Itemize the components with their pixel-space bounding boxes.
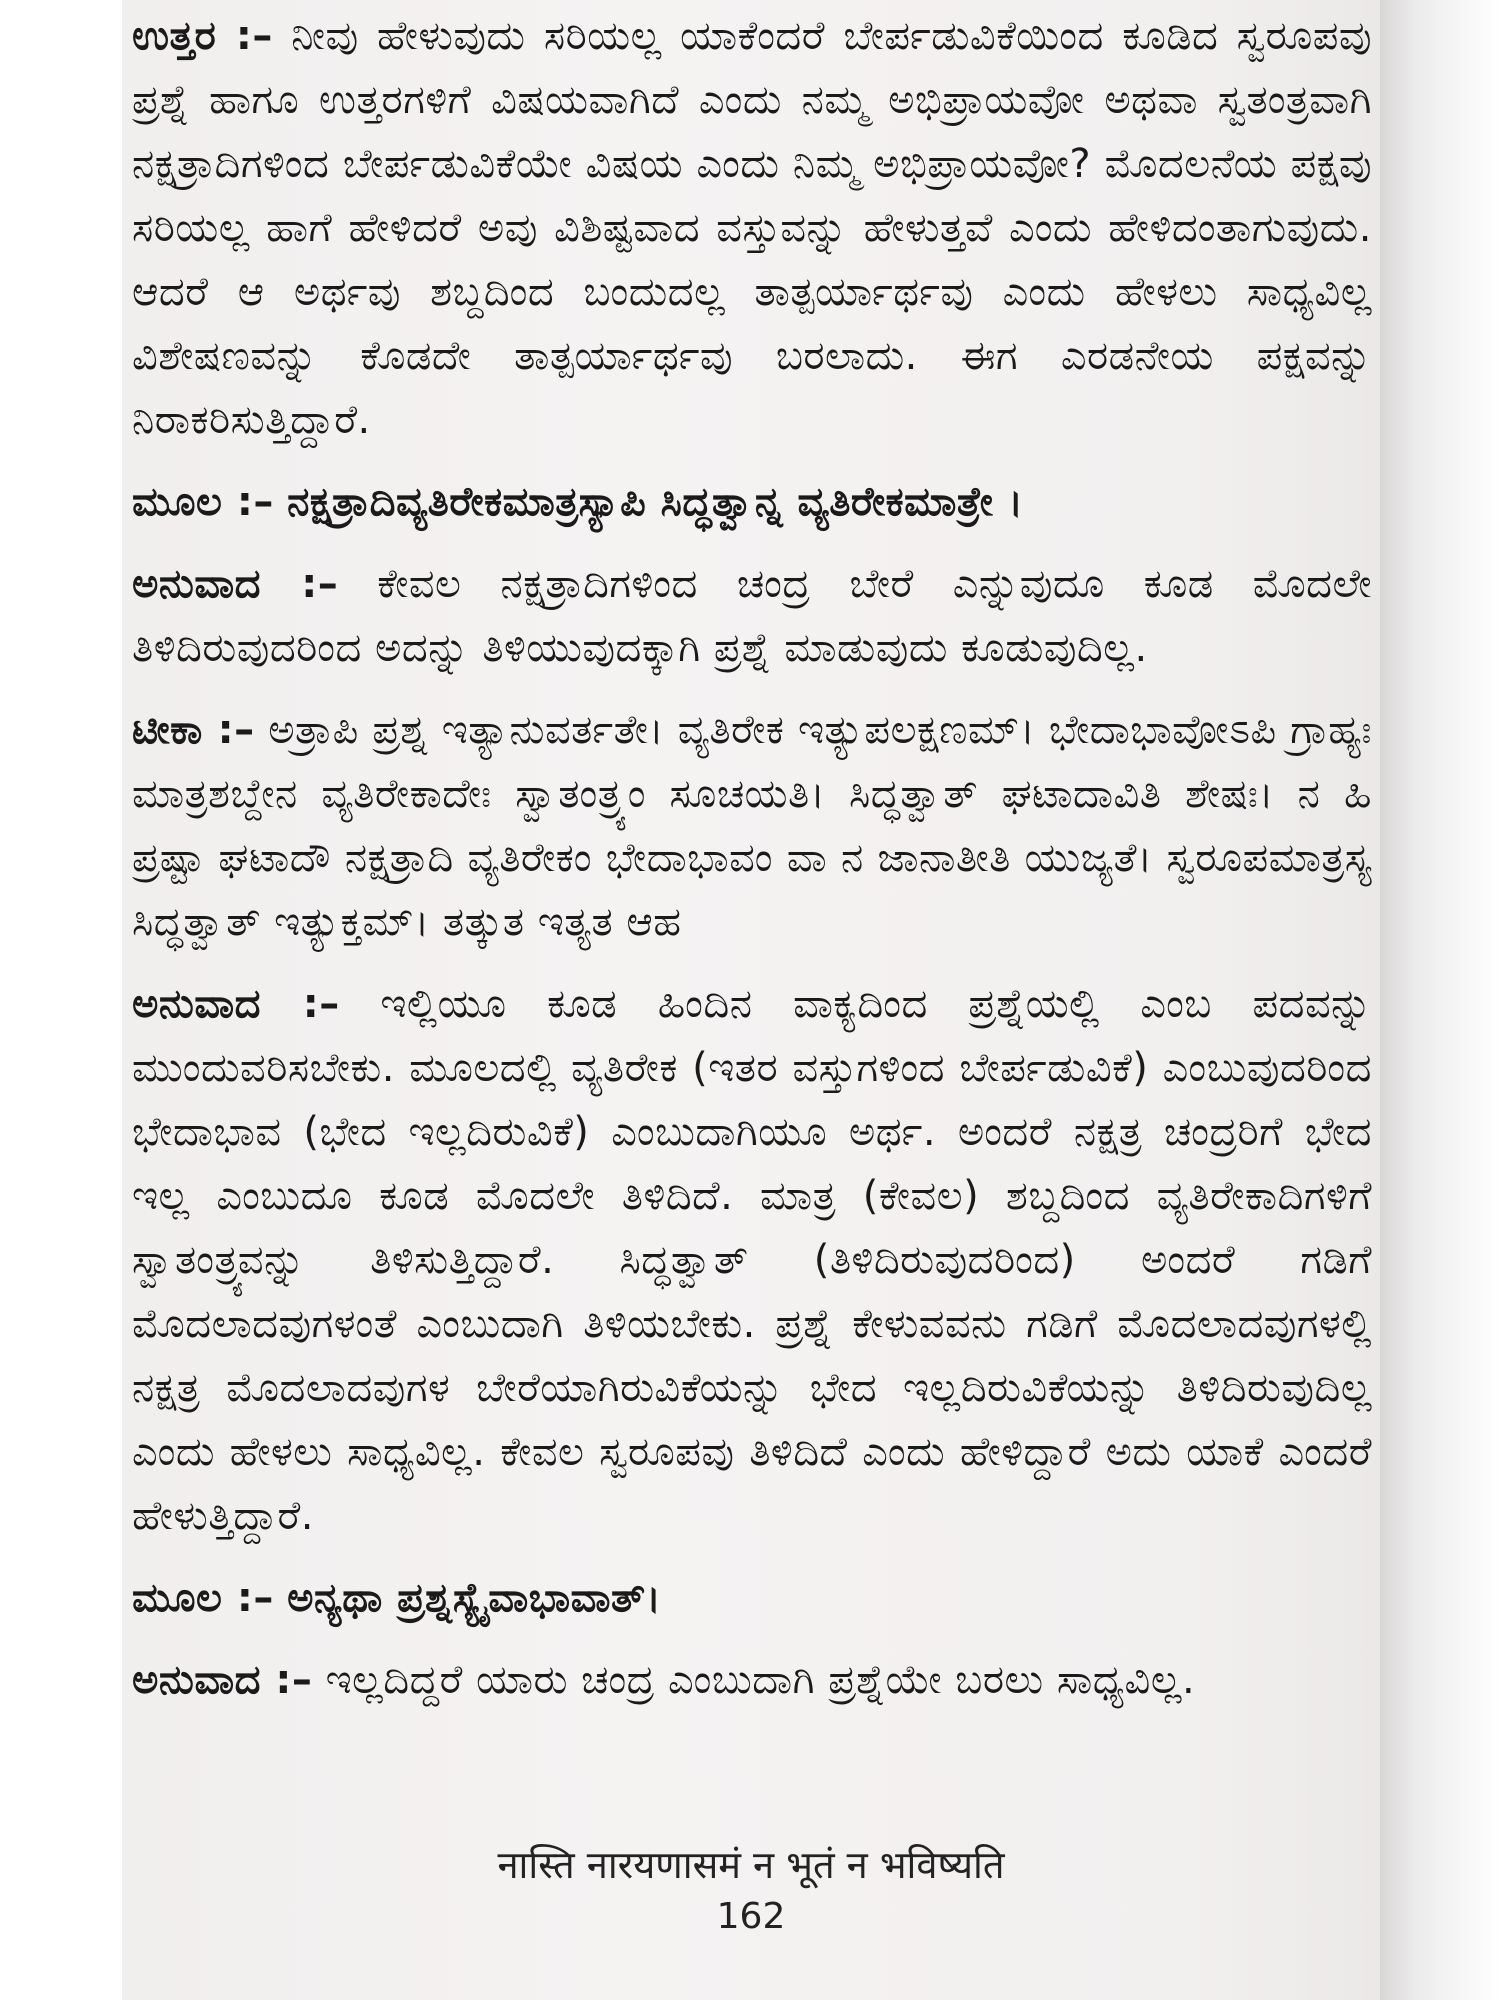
paragraph-text: ಇಲ್ಲಿಯೂ ಕೂಡ ಹಿಂದಿನ ವಾಕ್ಯದಿಂದ ಪ್ರಶ್ನೆಯಲ್ಲಿ ಎಂಬ ಪದವನ್ನು ಮುಂದುವರಿಸಬೇಕು. ಮೂಲದಲ್ಲಿ ವ್ಯತಿರೇಕ (ಇತರ ವಸ್ತುಗಳಿಂದ ಬೇರ್ಪಡುವಿಕೆ) ಎಂಬುವುದರಿಂದ ಭೇದಾಭಾವ (ಭೇದ ಇಲ್ಲದಿರುವಿಕೆ) ಎಂಬುದಾಗಿಯೂ ಅರ್ಥ. ಅಂದರೆ ನಕ್ಷತ್ರ ಚಂದ್ರರಿಗೆ ಭೇದ ಇಲ್ಲ ಎಂಬುದೂ ಕೂಡ ಮೊದಲೇ ತಿಳಿದಿದೆ. ಮಾತ್ರ (ಕೇವಲ) ಶಬ್ದದಿಂದ ವ್ಯತಿರೇಕಾದಿಗಳಿಗೆ ಸ್ವಾತಂತ್ರ್ಯವನ್ನು ತಿಳಿಸುತ್ತಿದ್ದಾರೆ. ಸಿದ್ಧತ್ವಾತ್ (ತಿಳಿದಿರುವುದರಿಂದ) ಅಂದರೆ ಗಡಿಗೆ ಮೊದಲಾದವುಗಳಂತೆ ಎಂಬುದಾಗಿ ತಿಳಿಯಬೇಕು. ಪ್ರಶ್ನೆ ಕೇಳುವವನು ಗಡಿಗೆ ಮೊದಲಾದವುಗಳಲ್ಲಿ ನಕ್ಷತ್ರ ಮೊದಲಾದವುಗಳ ಬೇರೆಯಾಗಿರುವಿಕೆಯನ್ನು ಭೇದ ಇಲ್ಲದಿರುವಿಕೆಯನ್ನು ತಿಳಿದಿರುವುದಿಲ್ಲ ಎಂದು ಹೇಳಲು ಸಾಧ್ಯವಿಲ್ಲ. ಕೇವಲ ಸ್ವರೂಪವು ತಿಳಿದಿದೆ ಎಂದು ಹೇಳಿದ್ದಾರೆ ಅದು ಯಾಕೆ ಎಂದರೆ ಹೇಳುತ್ತಿದ್ದಾರೆ. [132,981,1372,1539]
paragraph-label: ಅನುವಾದ :– [132,981,340,1027]
paragraph-label: ಟೀಕಾ :– [132,707,255,753]
anuvada-paragraph [132,552,1372,680]
paragraph-label: ಉತ್ತರ :– [132,13,273,59]
body-text [132,4,1372,1730]
paragraph-text: ನೀವು ಹೇಳುವುದು ಸರಿಯಲ್ಲ ಯಾಕೆಂದರೆ ಬೇರ್ಪಡುವಿಕೆಯಿಂದ ಕೂಡಿದ ಸ್ವರೂಪವು ಪ್ರಶ್ನೆ ಹಾಗೂ ಉತ್ತರಗಳಿಗೆ ವಿಷಯವಾಗಿದೆ ಎಂದು ನಮ್ಮ ಅಭಿಪ್ರಾಯವೋ ಅಥವಾ ಸ್ವತಂತ್ರವಾಗಿ ನಕ್ಷತ್ರಾದಿಗಳಿಂದ ಬೇರ್ಪಡುವಿಕೆಯೇ ವಿಷಯ ಎಂದು ನಿಮ್ಮ ಅಭಿಪ್ರಾಯವೋ? ಮೊದಲನೆಯ ಪಕ್ಷವು ಸರಿಯಲ್ಲ ಹಾಗೆ ಹೇಳಿದರೆ ಅವು ವಿಶಿಷ್ಟವಾದ ವಸ್ತುವನ್ನು ಹೇಳುತ್ತವೆ ಎಂದು ಹೇಳಿದಂತಾಗುವುದು. ಆದರೆ ಆ ಅರ್ಥವು ಶಬ್ದದಿಂದ ಬಂದುದಲ್ಲ ತಾತ್ಪರ್ಯಾರ್ಥವು ಎಂದು ಹೇಳಲು ಸಾಧ್ಯವಿಲ್ಲ ವಿಶೇಷಣವನ್ನು ಕೊಡದೇ ತಾತ್ಪರ್ಯಾರ್ಥವು ಬರಲಾದು. ಈಗ ಎರಡನೇಯ ಪಕ್ಷವನ್ನು ನಿರಾಕರಿಸುತ್ತಿದ್ದಾರೆ. [132,13,1372,443]
page-gutter [1380,0,1500,2000]
page-number: 162 [716,1896,786,1937]
paragraph-label: ಮೂಲ :– [132,479,274,525]
footer-verse: नास्ति नारयणासमं न भूतं न भविष्यति [497,1843,1005,1887]
paragraph-label: ಅನುವಾದ :– [132,1657,313,1703]
paragraph-text: ಕೇವಲ ನಕ್ಷತ್ರಾದಿಗಳಿಂದ ಚಂದ್ರ ಬೇರೆ ಎನ್ನುವುದೂ ಕೂಡ ಮೊದಲೇ ತಿಳಿದಿರುವುದರಿಂದ ಅದನ್ನು ತಿಳಿಯುವುದಕ್ಕಾಗಿ ಪ್ರಶ್ನೆ ಮಾಡುವುದು ಕೂಡುವುದಿಲ್ಲ. [132,561,1372,671]
paragraph-label: ಅನುವಾದ :– [132,561,339,607]
mula-paragraph [132,1566,1372,1630]
tika-paragraph [132,698,1372,954]
paragraph-text: ನಕ್ಷತ್ರಾದಿವ್ಯತಿರೇಕಮಾತ್ರಸ್ಯಾಪಿ ಸಿದ್ಧತ್ವಾನ್ನ ವ್ಯತಿರೇಕಮಾತ್ರೇ । [287,479,1024,525]
uttara-paragraph [132,4,1372,452]
paragraph-text: ಇಲ್ಲದಿದ್ದರೆ ಯಾರು ಚಂದ್ರ ಎಂಬುದಾಗಿ ಪ್ರಶ್ನೆಯೇ ಬರಲು ಸಾಧ್ಯವಿಲ್ಲ. [325,1657,1196,1703]
paragraph-text: ಅತ್ರಾಪಿ ಪ್ರಶ್ನ ಇತ್ಯಾನುವರ್ತತೇ। ವ್ಯತಿರೇಕ ಇತ್ಯುಪಲಕ್ಷಣಮ್। ಭೇದಾಭಾವೋಽಪಿ ಗ್ರಾಹ್ಯಃ ಮಾತ್ರಶಬ್ದೇನ ವ್ಯತಿರೇಕಾದೇಃ ಸ್ವಾತಂತ್ರ್ಯಂ ಸೂಚಯತಿ। ಸಿದ್ಧತ್ವಾತ್ ಘಟಾದಾವಿತಿ ಶೇಷಃ। ನ ಹಿ ಪ್ರಷ್ಟಾ ಘಟಾದೌ ನಕ್ಷತ್ರಾದಿ ವ್ಯತಿರೇಕಂ ಭೇದಾಭಾವಂ ವಾ ನ ಜಾನಾತೀತಿ ಯುಜ್ಯತೆ। ಸ್ವರೂಪಮಾತ್ರಸ್ಯ ಸಿದ್ಧತ್ವಾತ್ ಇತ್ಯುಕ್ತಮ್। ತತ್ಕುತ ಇತ್ಯತ ಆಹ [132,707,1372,945]
paragraph-label: ಮೂಲ :– [132,1575,274,1621]
mula-paragraph [132,470,1372,534]
anuvada-paragraph [132,972,1372,1548]
paragraph-text: ಅನ್ಯಥಾ ಪ್ರಶ್ನಸ್ಯೈವಾಭಾವಾತ್। [287,1575,662,1621]
anuvada-paragraph [132,1648,1372,1712]
book-page [122,0,1380,2000]
